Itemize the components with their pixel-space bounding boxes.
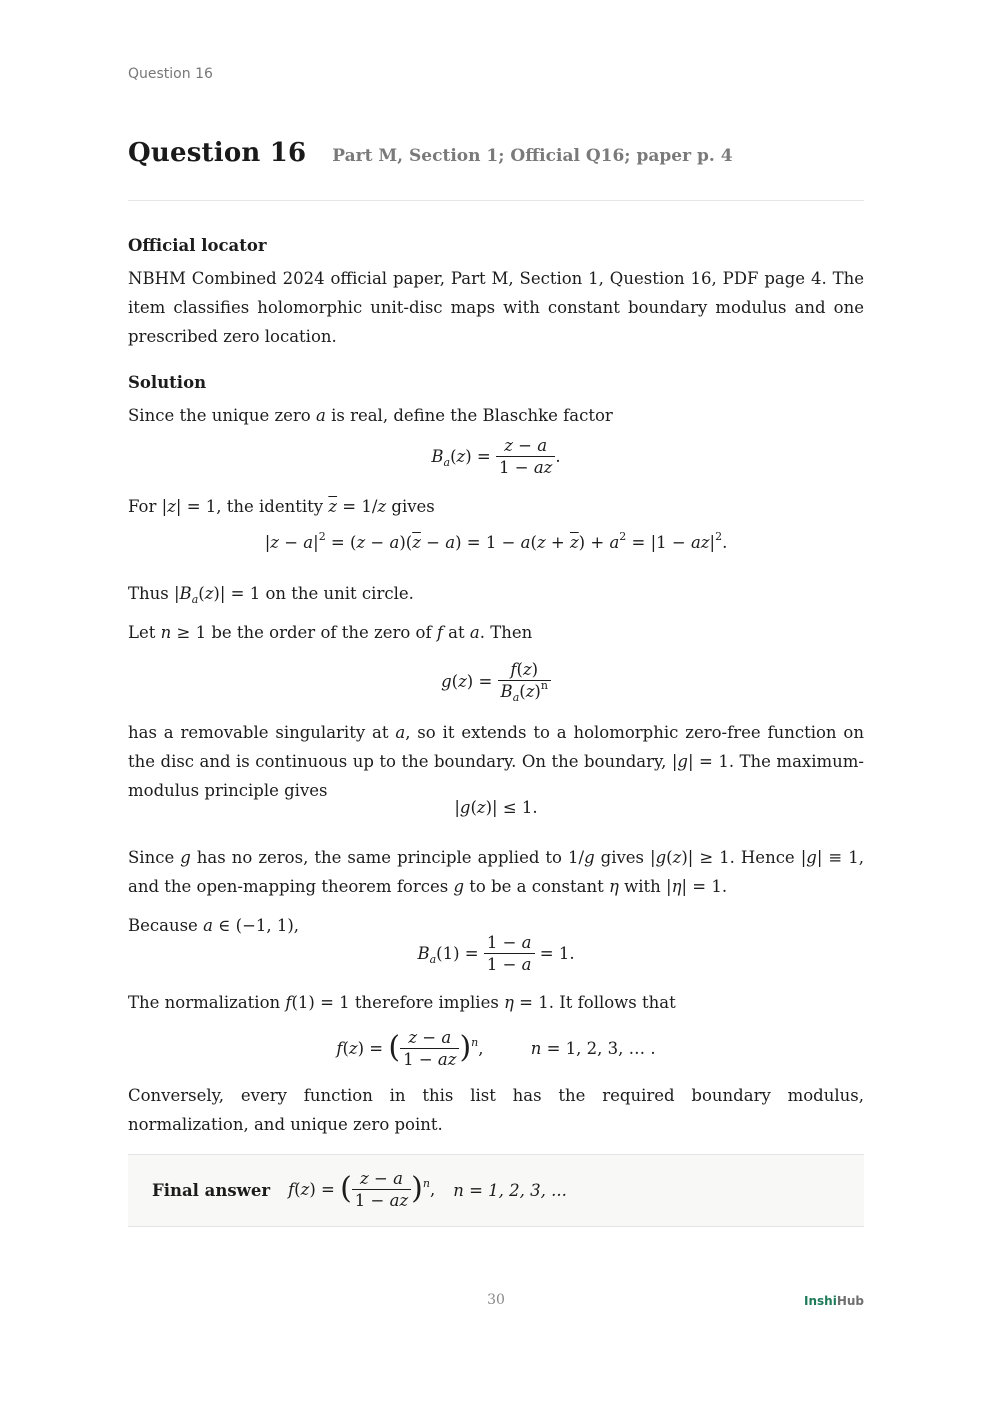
question-title: Question 16 bbox=[128, 138, 307, 168]
solution-paragraph-7: Because a ∈ (−1, 1), bbox=[128, 916, 300, 935]
equation-max-modulus: |g(z)| ≤ 1. bbox=[454, 798, 538, 817]
final-answer-formula: f(z) = ( $\frac{z - a}{1 - az}$ )$^n$, bbox=[288, 1169, 436, 1210]
solution-paragraph-5: has a removable singularity at a, so it extends to a holomorphic zero-free function on the disc and is continuous up to the boundary. On the boundary, |g| = 1. The maximum-modulus principle gives bbox=[128, 723, 864, 800]
question-subtitle: Part M, Section 1; Official Q16; paper p. 4 bbox=[332, 146, 733, 166]
solution-paragraph-6: Since g has no zeros, the same principle applied to 1/g gives |g(z)| ≥ 1. Hence |g| ≡ 1, and the open-mapping theorem forces g to be a constant η with |η| = 1. bbox=[128, 848, 864, 896]
solution-paragraph-4: Let n ≥ 1 be the order of the zero of f at a. Then bbox=[128, 623, 533, 642]
solution-heading: Solution bbox=[128, 373, 207, 392]
solution-paragraph-1: Since the unique zero a is real, define the Blaschke factor bbox=[128, 406, 613, 425]
final-answer-label: Final answer bbox=[152, 1181, 271, 1200]
solution-paragraph-2: For |z| = 1, the identity $\overline{z} = 1/z$ gives bbox=[128, 497, 435, 516]
locator-heading: Official locator bbox=[128, 236, 267, 255]
page-number: 30 bbox=[487, 1292, 505, 1308]
question-header bbox=[128, 138, 864, 168]
brand-logo: InshiHub bbox=[804, 1294, 864, 1308]
equation-blaschke-at-one: $B_a(1)$ = $\frac{1 - a}{1 - a}$ = 1. bbox=[417, 933, 575, 974]
equation-modulus-identity: $|z - a|^2 = (z - a)(\overline{z} - a) = 1 - a(z + \overline{z}) + a^2 = |1 - az|^2$. bbox=[264, 530, 728, 552]
locator-section bbox=[128, 231, 864, 351]
solution-paragraph-8: The normalization f(1) = 1 therefore implies η = 1. It follows that bbox=[128, 993, 676, 1012]
final-answer-range: n = 1, 2, 3, ... bbox=[453, 1181, 567, 1200]
running-title: Question 16 bbox=[128, 66, 213, 82]
solution-paragraph-3: Thus $|B_a(z)| = 1$ on the unit circle. bbox=[128, 584, 414, 606]
solution-paragraph-9: Conversely, every function in this list has the required boundary modulus, normalization, and unique zero point. bbox=[128, 1086, 864, 1134]
equation-blaschke: $B_a(z)$ = $\frac{z - a}{1 - az}$ . bbox=[431, 436, 561, 477]
solution-section bbox=[128, 368, 864, 430]
locator-text: NBHM Combined 2024 official paper, Part M, Section 1, Question 16, PDF page 4. The item classifies holomorphic unit-disc maps with constant boundary modulus and one prescribed zero location. bbox=[128, 269, 864, 346]
equation-result: f(z) = ( $\frac{z - a}{1 - az}$ )$^n$, n = 1, 2, 3, … . bbox=[336, 1028, 656, 1069]
final-answer-box bbox=[128, 1154, 864, 1227]
header-divider bbox=[128, 200, 864, 201]
equation-g-definition: g(z) = $\frac{f(z)}{B_a(z)^n}$ bbox=[128, 660, 864, 705]
